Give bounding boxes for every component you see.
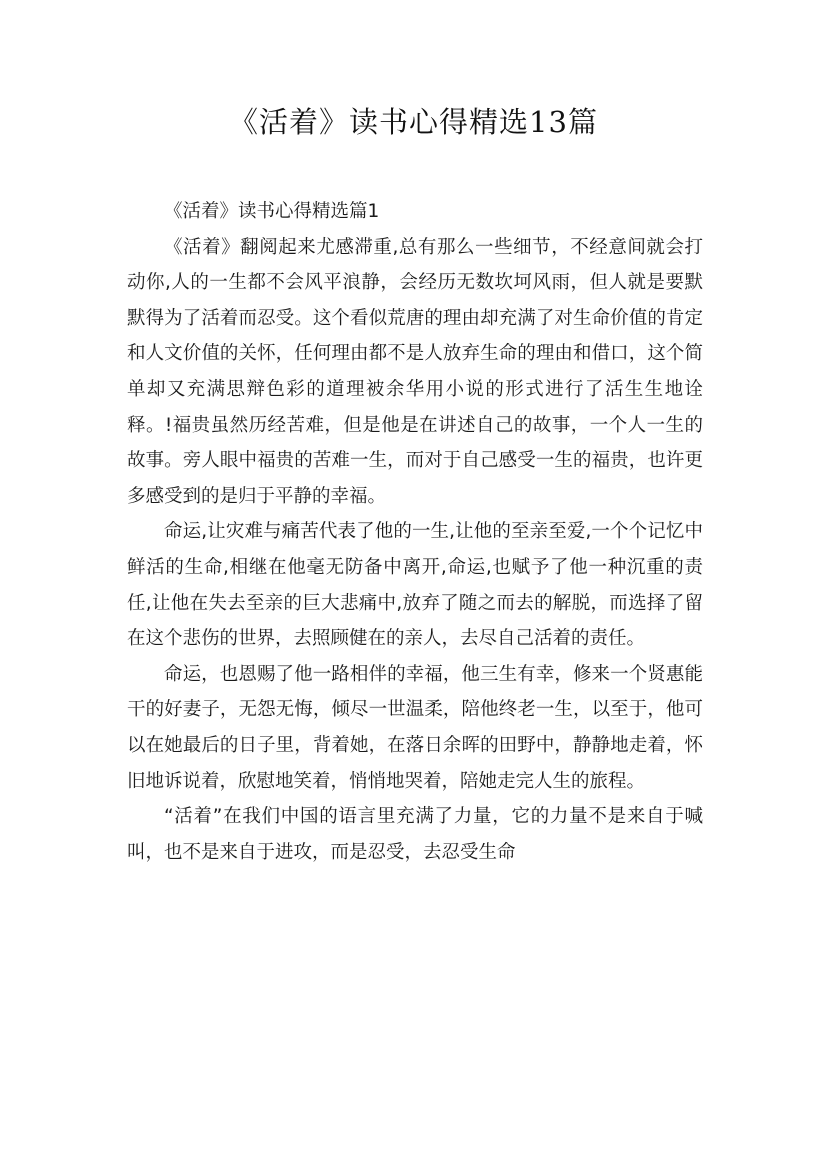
paragraph-3: 命运，也恩赐了他一路相伴的幸福，他三生有幸，修来一个贤惠能干的好妻子，无怨无悔，倾尽一世温柔，陪他终老一生，以至于，他可以在她最后的日子里，背着她，在落日余晖的田野中，静静地走着，怀旧地诉说着，欣慰地笑着，悄悄地哭着，陪她走完人生的旅程。	[127, 663, 703, 792]
paragraph-4: “活着”在我们中国的语言里充满了力量，它的力量不是来自于喊叫，也不是来自于进攻，而是忍受，去忍受生命	[127, 806, 703, 863]
document-body	[127, 194, 703, 870]
paragraph-1: 《活着》翻阅起来尤感滞重,总有那么一些细节，不经意间就会打动你,人的一生都不会风平浪静，会经历无数坎坷风雨，但人就是要默默得为了活着而忍受。这个看似荒唐的理由却充满了对生命价值的肯定和人文价值的关怀，任何理由都不是人放弃生命的理由和借口，这个简单却又充满思辩色彩的道理被余华用小说的形式进行了活生生地诠释。!福贵虽然历经苦难，但是他是在讲述自己的故事，一个人一生的故事。旁人眼中福贵的苦难一生，而对于自己感受一生的福贵，也许更多感受到的是归于平静的幸福。	[127, 236, 703, 507]
section-heading: 《活着》读书心得精选篇1	[164, 201, 380, 222]
paragraph-2: 命运,让灾难与痛苦代表了他的一生,让他的至亲至爱,一个个记忆中鲜活的生命,相继在他毫无防备中离开,命运,也赋予了他一种沉重的责任,让他在失去至亲的巨大悲痛中,放弃了随之而去的解脱，而选择了留在这个悲伤的世界，去照顾健在的亲人，去尽自己活着的责任。	[127, 521, 703, 650]
document-title: 《活着》读书心得精选13篇	[229, 105, 598, 139]
